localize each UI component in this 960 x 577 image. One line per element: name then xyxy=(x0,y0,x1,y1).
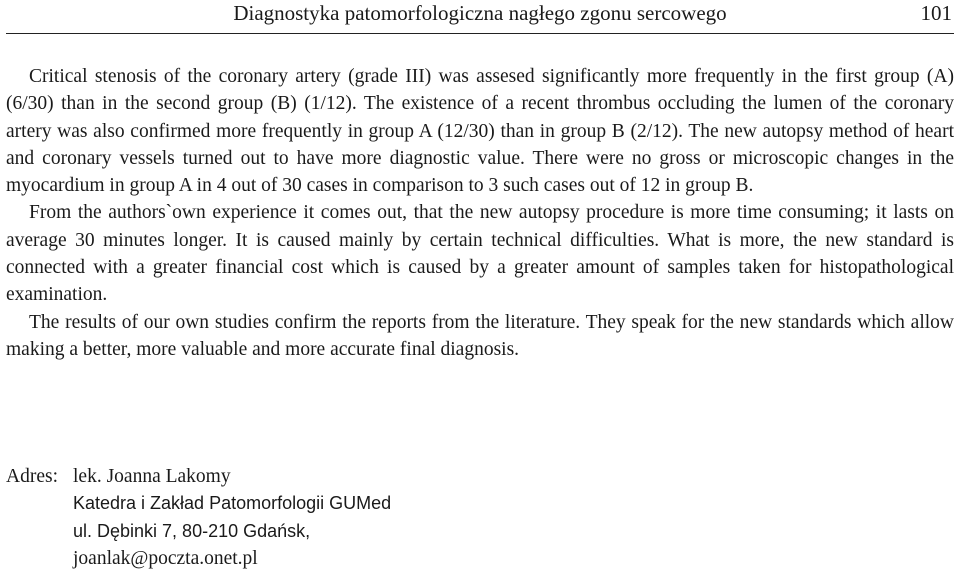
page-number: 101 xyxy=(920,1,952,25)
address-email: joanlak@poczta.onet.pl xyxy=(73,547,258,569)
correspondence-address xyxy=(6,463,391,572)
address-label: Adres: xyxy=(6,466,58,487)
body-text xyxy=(6,63,954,363)
address-name: lek. Joanna Lakomy xyxy=(73,466,231,487)
running-header-title: Diagnostyka patomorfologiczna nagłego zgonu sercowego xyxy=(233,1,727,25)
paragraph: The results of our own studies confirm the reports from the literature. They speak for the new standards which allow making a better, more valuable and more accurate final diagnosis. xyxy=(6,311,954,360)
address-department: Katedra i Zakład Patomorfologii GUMed xyxy=(73,493,392,514)
running-header xyxy=(6,0,954,34)
address-name-row xyxy=(6,463,391,490)
address-street: ul. Dębinki 7, 80-210 Gdańsk, xyxy=(73,520,311,541)
paragraph: Critical stenosis of the coronary artery (grade III) was assesed significantly more frequently in the first group (A) (6/30) than in the second group (B) (1/12). The existence of a recent thrombus occluding the lumen of the coronary artery was also confirmed more frequently in group A (12/30) than in group B (2/12). The new autopsy method of heart and coronary vessels turned out to have more diagnostic value. There were no gross or microscopic changes in the myocardium in group A in 4 out of 30 cases in comparison to 3 such cases out of 12 in group B. xyxy=(6,66,954,197)
paragraph: From the authors`own experience it comes out, that the new autopsy procedure is more time consuming; it lasts on average 30 minutes longer. It is caused mainly by certain technical difficulties. What is more, the new standard is connected with a greater financial cost which is caused by a greater amount of samples taken for histopathological examination. xyxy=(6,202,954,306)
